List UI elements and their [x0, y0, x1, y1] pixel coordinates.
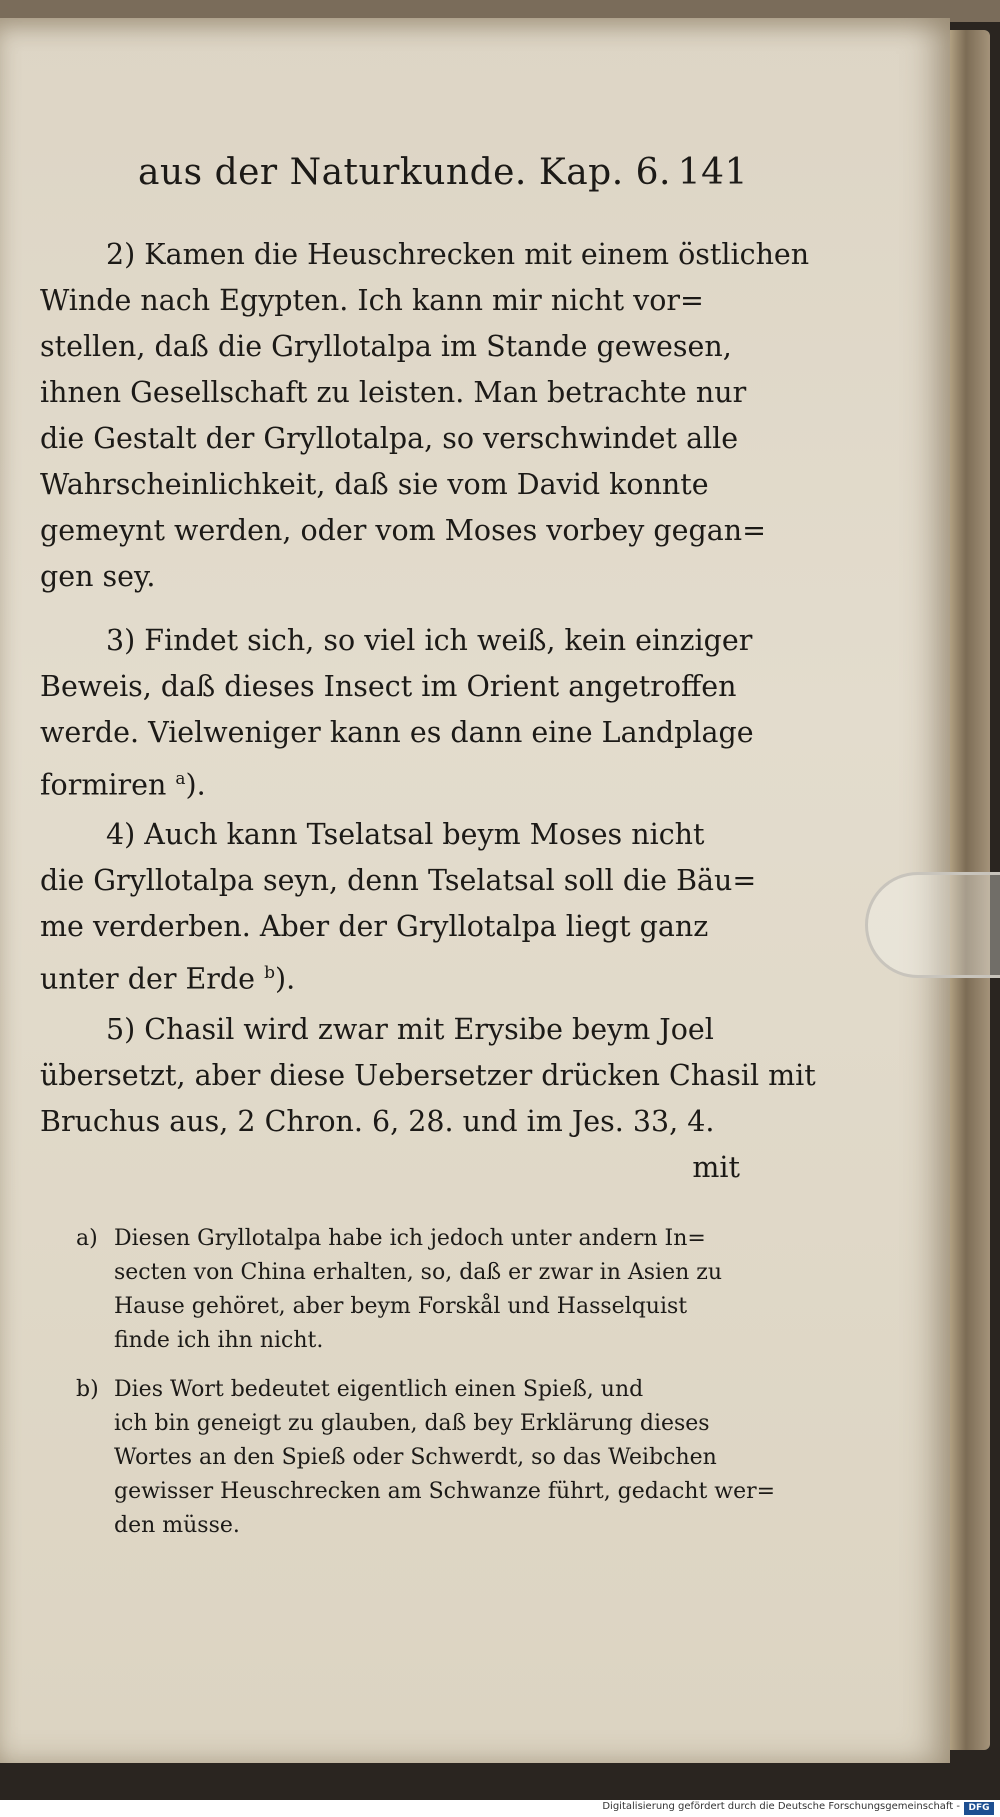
paragraph-line: die Gestalt der Gryllotalpa, so verschwindet alle	[40, 422, 739, 455]
paragraph-2	[40, 232, 810, 600]
paragraph-line: übersetzt, aber diese Uebersetzer drücken Chasil mit	[40, 1059, 816, 1092]
paragraph-line: Winde nach Egypten. Ich kann mir nicht vor=	[40, 284, 704, 317]
paragraph-line: die Gryllotalpa seyn, denn Tselatsal soll die Bäu=	[40, 864, 757, 897]
digitization-credit: Digitalisierung gefördert durch die Deutsche Forschungsgemeinschaft -	[602, 1801, 960, 1812]
footnote-mark: a)	[76, 1226, 98, 1251]
footnote-line: Wortes an den Spieß oder Schwerdt, so das Weibchen	[114, 1445, 717, 1470]
footnote-line: Diesen Gryllotalpa habe ich jedoch unter andern In=	[114, 1226, 706, 1251]
footnote-a	[76, 1222, 746, 1358]
paragraph-end: ).	[275, 962, 296, 996]
paragraph-line: 2) Kamen die Heuschrecken mit einem östlichen	[106, 238, 810, 271]
paragraph-line: gen sey.	[40, 560, 156, 593]
paragraph-3	[40, 618, 754, 809]
paragraph-line: ihnen Gesellschaft zu leisten. Man betrachte nur	[40, 376, 747, 409]
footnote-line: den müsse.	[114, 1513, 240, 1538]
dfg-logo: DFG	[964, 1802, 994, 1815]
paragraph-5	[40, 1007, 816, 1191]
paragraph-line: unter der Erde	[40, 962, 256, 996]
footnote-line: finde ich ihn nicht.	[114, 1328, 324, 1353]
footnote-line: Hause gehöret, aber beym Forskål und Hasselquist	[114, 1294, 688, 1319]
paragraph-line: Wahrscheinlichkeit, daß sie vom David konnte	[40, 468, 709, 501]
paragraph-line: 3) Findet sich, so viel ich weiß, kein einziger	[106, 624, 753, 657]
footnote-mark: b)	[76, 1377, 99, 1402]
footnote-line: secten von China erhalten, so, daß er zwar in Asien zu	[114, 1260, 723, 1285]
paragraph-line: gemeynt werden, oder vom Moses vorbey gegan=	[40, 514, 766, 547]
footnote-ref-a[interactable]: a	[175, 769, 186, 789]
footnote-line: ich bin geneigt zu glauben, daß bey Erklärung dieses	[114, 1411, 710, 1436]
catchword: mit	[692, 1151, 740, 1184]
paragraph-line: Bruchus aus, 2 Chron. 6, 28. und im Jes. 33, 4.	[40, 1105, 715, 1138]
paragraph-line: Beweis, daß dieses Insect im Orient angetroffen	[40, 670, 737, 703]
paragraph-line-with-ref	[40, 756, 740, 809]
paragraph-line: me verderben. Aber der Gryllotalpa liegt ganz	[40, 910, 709, 943]
paragraph-line-with-ref	[40, 950, 740, 1003]
footnote-ref-b[interactable]: b	[264, 963, 275, 983]
footnote-b	[76, 1373, 776, 1543]
running-head-title: aus der Naturkunde. Kap. 6.	[138, 152, 671, 193]
paragraph-line: werde. Vielweniger kann es dann eine Landplage	[40, 716, 754, 749]
page-number: 141	[677, 152, 748, 193]
paragraph-line: 5) Chasil wird zwar mit Erysibe beym Joel	[106, 1013, 714, 1046]
paragraph-end: ).	[185, 768, 206, 802]
paragraph-line: formiren	[40, 768, 167, 802]
footnote-line: gewisser Heuschrecken am Schwanze führt, gedacht wer=	[114, 1479, 776, 1504]
footnote-line: Dies Wort bedeutet eigentlich einen Spieß, und	[114, 1377, 644, 1402]
paragraph-line: stellen, daß die Gryllotalpa im Stande gewesen,	[40, 330, 732, 363]
paragraph-line: 4) Auch kann Tselatsal beym Moses nicht	[106, 818, 705, 851]
paragraph-4	[40, 812, 757, 1003]
